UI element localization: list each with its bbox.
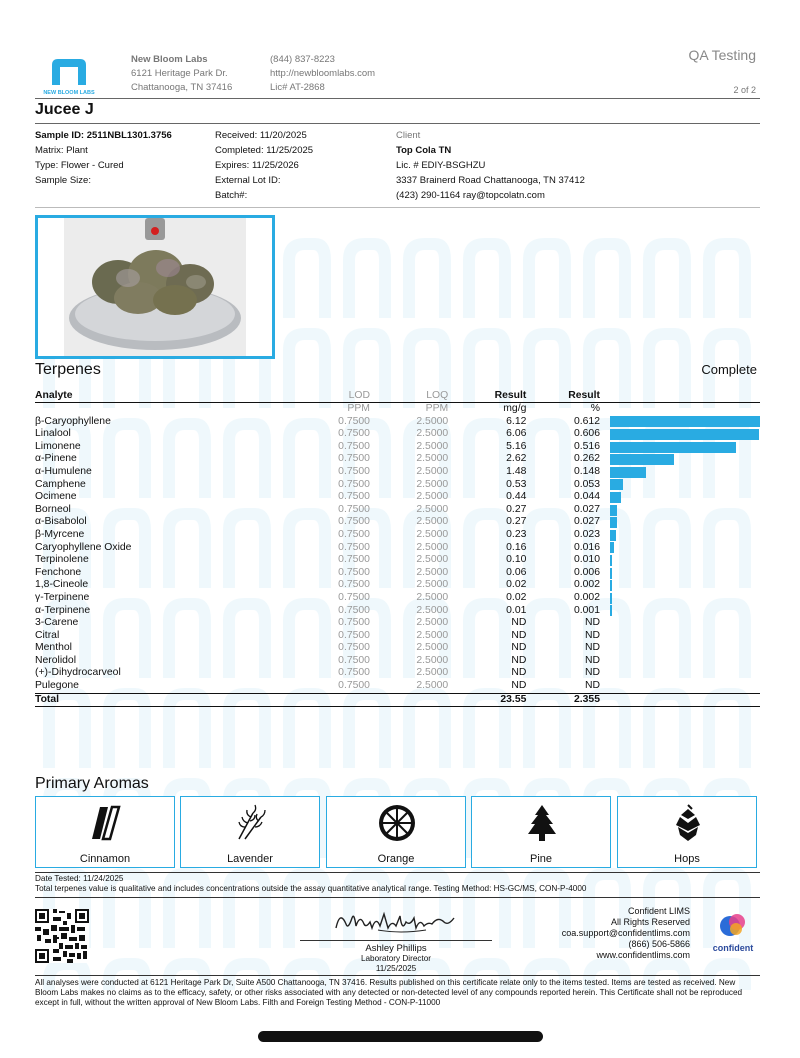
analyte-cell: Linalool bbox=[35, 428, 71, 440]
bar-cell bbox=[600, 667, 760, 680]
loq-cell: 2.5000 bbox=[416, 604, 449, 616]
result-pct-cell: 0.001 bbox=[573, 604, 600, 616]
bar-cell bbox=[600, 579, 760, 592]
analyte-cell: 3-Carene bbox=[35, 617, 79, 629]
analyte-cell: Nerolidol bbox=[35, 654, 77, 666]
lod-cell: 0.7500 bbox=[338, 465, 370, 477]
sample-name: Jucee J bbox=[35, 101, 94, 118]
result-bar bbox=[610, 580, 612, 591]
lod-cell: 0.7500 bbox=[338, 415, 370, 427]
lod-cell: 0.7500 bbox=[338, 642, 370, 654]
result-mg-cell: 2.62 bbox=[506, 453, 527, 465]
loq-cell: 2.5000 bbox=[416, 453, 449, 465]
result-bar bbox=[610, 593, 612, 604]
total-mg: 23.55 bbox=[448, 693, 526, 707]
result-pct-cell: 0.027 bbox=[573, 503, 600, 515]
analyte-cell: Fenchone bbox=[35, 566, 82, 578]
result-mg-cell: 1.48 bbox=[506, 465, 527, 477]
lod-cell: 0.7500 bbox=[338, 491, 370, 503]
result-mg-cell: 0.23 bbox=[506, 528, 527, 540]
sample-id: 2511NBL1301.3756 bbox=[86, 130, 172, 141]
received-date: Received: 11/20/2025 bbox=[215, 130, 307, 141]
disclaimer bbox=[35, 978, 760, 1008]
aroma-card-pine bbox=[471, 796, 611, 868]
result-mg-cell: 0.02 bbox=[506, 579, 527, 591]
terpene-row bbox=[35, 667, 760, 680]
lims-email[interactable]: coa.support@confidentlims.com bbox=[561, 928, 690, 938]
analyte-cell: β-Myrcene bbox=[35, 528, 85, 540]
loq-cell: 2.5000 bbox=[416, 579, 449, 591]
bar-cell bbox=[600, 441, 760, 454]
lod-unit: PPM bbox=[347, 403, 370, 414]
result-pct-cell: 0.006 bbox=[573, 566, 600, 578]
aroma-card-cinnamon bbox=[35, 796, 175, 868]
bar-cell bbox=[600, 680, 760, 693]
header-divider bbox=[35, 98, 760, 99]
terpene-row bbox=[35, 504, 760, 517]
result-bar bbox=[610, 467, 646, 478]
units-row bbox=[35, 403, 760, 416]
loq-header: LOQ bbox=[370, 389, 448, 403]
result-mg-cell: 0.53 bbox=[506, 478, 527, 490]
lab-contact bbox=[270, 53, 375, 95]
bar-cell bbox=[600, 592, 760, 605]
bar-cell bbox=[600, 516, 760, 529]
result-mg-header: Result bbox=[448, 389, 526, 403]
loq-cell: 2.5000 bbox=[416, 440, 449, 452]
lims-info bbox=[562, 906, 690, 961]
analyte-cell: (+)-Dihydrocarveol bbox=[35, 667, 121, 679]
sample-photo-image bbox=[38, 218, 272, 356]
analyte-cell: Limonene bbox=[35, 440, 81, 452]
result-mg-cell: ND bbox=[511, 680, 527, 692]
analyte-cell: Camphene bbox=[35, 478, 86, 490]
orange-icon bbox=[377, 803, 417, 843]
loq-cell: 2.5000 bbox=[416, 642, 449, 654]
terpene-row bbox=[35, 529, 760, 542]
confident-logo-icon bbox=[718, 912, 748, 938]
lab-address-line2: Chattanooga, TN 37416 bbox=[131, 82, 233, 93]
terpene-row bbox=[35, 617, 760, 630]
result-pct-cell: 0.516 bbox=[573, 440, 600, 452]
loq-cell: 2.5000 bbox=[416, 629, 449, 641]
total-lod bbox=[244, 693, 370, 707]
result-mg-cell: 0.06 bbox=[506, 566, 527, 578]
result-mg-cell: 6.06 bbox=[506, 428, 527, 440]
result-bar bbox=[610, 492, 621, 503]
result-mg-cell: 0.16 bbox=[506, 541, 527, 553]
lod-cell: 0.7500 bbox=[338, 579, 370, 591]
bar-header bbox=[600, 389, 760, 403]
result-mg-unit: mg/g bbox=[503, 403, 527, 414]
doc-type: QA Testing bbox=[688, 47, 756, 63]
result-pct-cell: ND bbox=[584, 642, 600, 654]
confident-logo bbox=[705, 912, 761, 958]
bar-cell bbox=[600, 466, 760, 479]
sample-id-label: Sample ID: bbox=[35, 130, 85, 141]
result-bar bbox=[610, 505, 617, 516]
result-bar bbox=[610, 605, 612, 616]
result-bar bbox=[610, 429, 759, 440]
bar-cell bbox=[600, 491, 760, 504]
hops-icon bbox=[668, 803, 708, 843]
result-bar bbox=[610, 454, 674, 465]
lod-cell: 0.7500 bbox=[338, 654, 370, 666]
external-lot-id: External Lot ID: bbox=[215, 175, 281, 186]
bar-cell bbox=[600, 428, 760, 441]
analyte-cell: 1,8-Cineole bbox=[35, 579, 89, 591]
result-pct-cell: ND bbox=[584, 667, 600, 679]
footer-top-divider bbox=[35, 897, 760, 898]
total-loq bbox=[370, 693, 448, 707]
lod-cell: 0.7500 bbox=[338, 591, 370, 603]
analyte-cell: α-Terpinene bbox=[35, 604, 91, 616]
terpene-row bbox=[35, 592, 760, 605]
lod-cell: 0.7500 bbox=[338, 503, 370, 515]
notes bbox=[35, 874, 760, 894]
terpene-row bbox=[35, 479, 760, 492]
lod-cell: 0.7500 bbox=[338, 478, 370, 490]
testing-method-note: Total terpenes value is qualitative and includes concentrations outside the assay quantitative analytical range. Testing Method: HS-GC/MS, CON-P-4000 bbox=[35, 884, 587, 893]
bar-cell bbox=[600, 554, 760, 567]
result-mg-cell: ND bbox=[511, 642, 527, 654]
result-pct-cell: 0.002 bbox=[573, 591, 600, 603]
result-mg-cell: ND bbox=[511, 629, 527, 641]
lod-cell: 0.7500 bbox=[338, 541, 370, 553]
result-mg-cell: 0.44 bbox=[506, 491, 527, 503]
terpenes-title: Terpenes bbox=[35, 361, 101, 378]
terpene-row bbox=[35, 441, 760, 454]
terpene-row bbox=[35, 605, 760, 618]
result-pct-cell: 0.027 bbox=[573, 516, 600, 528]
loq-cell: 2.5000 bbox=[416, 478, 449, 490]
result-bar bbox=[610, 416, 760, 427]
home-indicator[interactable] bbox=[258, 1031, 543, 1042]
aromas-title: Primary Aromas bbox=[35, 775, 149, 792]
disclaimer-divider bbox=[35, 975, 760, 976]
loq-cell: 2.5000 bbox=[416, 654, 449, 666]
signatory-title: Laboratory Director bbox=[360, 954, 432, 963]
bar-cell bbox=[600, 567, 760, 580]
aroma-name: Hops bbox=[674, 853, 700, 865]
client-info bbox=[396, 128, 585, 203]
terpene-row bbox=[35, 542, 760, 555]
loq-cell: 2.5000 bbox=[416, 428, 449, 440]
total-row bbox=[35, 693, 760, 707]
disclaimer-text: All analyses were conducted at 6121 Heritage Park Dr, Suite A500 Chattanooga, TN 37416. Results published on this certificate relate only to the items tested. Items are tested as received. New Bloom Labs makes no claims as to the efficacy, safety, or other risks associated with any detected or non-detected level of any compounds reported herein. This Certificate shall not be reproduced except in full, without the written approval of New Bloom Labs. Filth and Foreign Testing Method - CON-P-11000 bbox=[35, 978, 743, 1007]
analyte-cell: Pulegone bbox=[35, 680, 79, 692]
result-pct-cell: ND bbox=[584, 617, 600, 629]
lod-cell: 0.7500 bbox=[338, 617, 370, 629]
loq-cell: 2.5000 bbox=[416, 591, 449, 603]
result-pct-cell: 0.053 bbox=[573, 478, 600, 490]
lims-website[interactable]: www.confidentlims.com bbox=[596, 950, 690, 960]
result-pct-cell: 0.606 bbox=[573, 428, 600, 440]
result-mg-cell: ND bbox=[511, 667, 527, 679]
lims-rights: All Rights Reserved bbox=[610, 917, 690, 927]
result-pct-cell: 0.016 bbox=[573, 541, 600, 553]
terpene-row bbox=[35, 428, 760, 441]
result-bar bbox=[610, 555, 612, 566]
loq-cell: 2.5000 bbox=[416, 516, 449, 528]
sample-details bbox=[35, 128, 172, 188]
terpene-row bbox=[35, 416, 760, 429]
aroma-name: Lavender bbox=[227, 853, 273, 865]
lab-license: Lic# AT-2868 bbox=[270, 82, 325, 93]
lab-name: New Bloom Labs bbox=[131, 54, 208, 65]
terpene-row bbox=[35, 491, 760, 504]
terpene-row bbox=[35, 579, 760, 592]
confident-logo-text: confident bbox=[712, 943, 754, 953]
bar-cell bbox=[600, 605, 760, 618]
result-bar bbox=[610, 517, 617, 528]
result-pct-cell: 0.010 bbox=[573, 554, 600, 566]
result-mg-cell: 0.10 bbox=[506, 554, 527, 566]
sample-type: Type: Flower - Cured bbox=[35, 160, 124, 171]
result-bar bbox=[610, 442, 736, 453]
result-bar bbox=[610, 542, 614, 553]
bar-cell bbox=[600, 655, 760, 668]
result-mg-cell: ND bbox=[511, 617, 527, 629]
result-bar bbox=[610, 568, 612, 579]
terpene-row bbox=[35, 466, 760, 479]
loq-cell: 2.5000 bbox=[416, 566, 449, 578]
result-mg-cell: 5.16 bbox=[506, 440, 527, 452]
terpenes-table bbox=[35, 389, 760, 707]
date-tested: Date Tested: 11/24/2025 bbox=[35, 874, 124, 883]
lavender-icon bbox=[231, 803, 271, 843]
lod-header: LOD bbox=[244, 389, 370, 403]
bar-cell bbox=[600, 617, 760, 630]
signature-line bbox=[300, 940, 492, 941]
lod-cell: 0.7500 bbox=[338, 629, 370, 641]
bar-cell bbox=[600, 542, 760, 555]
loq-unit: PPM bbox=[425, 403, 449, 414]
sample-matrix: Matrix: Plant bbox=[35, 145, 88, 156]
pine-icon bbox=[522, 803, 562, 843]
result-pct-cell: 0.612 bbox=[573, 415, 600, 427]
signatory-name: Ashley Phillips bbox=[365, 943, 427, 954]
cinnamon-icon bbox=[86, 803, 126, 843]
result-pct-header: Result bbox=[526, 389, 600, 403]
lod-cell: 0.7500 bbox=[338, 566, 370, 578]
qr-code-icon bbox=[35, 909, 89, 963]
analyte-cell: Citral bbox=[35, 629, 60, 641]
bar-cell bbox=[600, 416, 760, 429]
result-pct-cell: ND bbox=[584, 680, 600, 692]
analyte-cell: Caryophyllene Oxide bbox=[35, 541, 132, 553]
terpene-row bbox=[35, 516, 760, 529]
result-bar bbox=[610, 479, 623, 490]
analyte-cell: Ocimene bbox=[35, 491, 77, 503]
new-bloom-labs-logo bbox=[40, 55, 100, 95]
analyte-cell: γ-Terpinene bbox=[35, 591, 90, 603]
terpene-row bbox=[35, 630, 760, 643]
terpene-row bbox=[35, 453, 760, 466]
lab-phone: (844) 837-8223 bbox=[270, 54, 335, 65]
result-mg-cell: 6.12 bbox=[506, 415, 527, 427]
result-pct-cell: 0.023 bbox=[573, 528, 600, 540]
completed-date: Completed: 11/25/2025 bbox=[215, 145, 314, 156]
title-divider bbox=[35, 123, 760, 124]
lod-cell: 0.7500 bbox=[338, 440, 370, 452]
loq-cell: 2.5000 bbox=[416, 491, 449, 503]
lab-logo-icon bbox=[40, 55, 100, 97]
bar-cell bbox=[600, 453, 760, 466]
result-pct-cell: 0.044 bbox=[573, 491, 600, 503]
notes-divider bbox=[35, 872, 760, 873]
lod-cell: 0.7500 bbox=[338, 667, 370, 679]
result-pct-cell: ND bbox=[584, 654, 600, 666]
sample-photo bbox=[35, 215, 275, 359]
lod-cell: 0.7500 bbox=[338, 554, 370, 566]
terpene-row bbox=[35, 642, 760, 655]
bar-cell bbox=[600, 504, 760, 517]
lod-cell: 0.7500 bbox=[338, 428, 370, 440]
page-number: 2 of 2 bbox=[733, 85, 756, 95]
client-contact: (423) 290-1164 ray@topcolatn.com bbox=[396, 190, 545, 201]
aroma-name: Orange bbox=[377, 853, 415, 865]
lab-address-line1: 6121 Heritage Park Dr. bbox=[131, 68, 228, 79]
loq-cell: 2.5000 bbox=[416, 415, 449, 427]
lod-cell: 0.7500 bbox=[338, 680, 370, 692]
lod-cell: 0.7500 bbox=[338, 516, 370, 528]
analyte-cell: α-Pinene bbox=[35, 453, 77, 465]
total-pct: 2.355 bbox=[526, 693, 600, 707]
terpenes-status: Complete bbox=[701, 362, 757, 377]
meta-divider bbox=[35, 207, 760, 208]
result-mg-cell: 0.27 bbox=[506, 503, 527, 515]
analyte-header: Analyte bbox=[35, 389, 244, 403]
result-mg-cell: 0.27 bbox=[506, 516, 527, 528]
result-mg-cell: 0.01 bbox=[506, 604, 527, 616]
client-heading: Client bbox=[396, 130, 421, 141]
result-pct-unit: % bbox=[590, 403, 600, 414]
loq-cell: 2.5000 bbox=[416, 528, 449, 540]
client-address: 3337 Brainerd Road Chattanooga, TN 37412 bbox=[396, 175, 585, 186]
batch-number: Batch#: bbox=[215, 190, 248, 201]
client-license: Lic. # EDIY-BSGHZU bbox=[396, 160, 486, 171]
loq-cell: 2.5000 bbox=[416, 465, 449, 477]
result-pct-cell: 0.262 bbox=[573, 453, 600, 465]
lod-cell: 0.7500 bbox=[338, 453, 370, 465]
signature-date: 11/25/2025 bbox=[375, 964, 417, 973]
signatory bbox=[300, 943, 492, 974]
sample-size: Sample Size: bbox=[35, 175, 91, 186]
lab-info bbox=[131, 53, 232, 95]
total-bar bbox=[600, 693, 760, 707]
aroma-name: Cinnamon bbox=[79, 853, 131, 865]
terpene-row bbox=[35, 655, 760, 668]
loq-cell: 2.5000 bbox=[416, 617, 449, 629]
analyte-cell: α-Bisabolol bbox=[35, 516, 87, 528]
aroma-card-orange bbox=[326, 796, 466, 868]
terpenes-header-row bbox=[35, 389, 760, 403]
bar-cell bbox=[600, 529, 760, 542]
analyte-cell: Borneol bbox=[35, 503, 71, 515]
analyte-cell: β-Caryophyllene bbox=[35, 415, 111, 427]
expires-date: Expires: 11/25/2026 bbox=[215, 160, 299, 171]
result-mg-cell: ND bbox=[511, 654, 527, 666]
analyte-cell: α-Humulene bbox=[35, 465, 92, 477]
lod-cell: 0.7500 bbox=[338, 528, 370, 540]
lims-name: Confident LIMS bbox=[627, 906, 690, 916]
result-pct-cell: 0.148 bbox=[573, 465, 600, 477]
total-label: Total bbox=[35, 693, 244, 707]
svg-text:NEW BLOOM LABS: NEW BLOOM LABS bbox=[43, 90, 95, 96]
loq-cell: 2.5000 bbox=[416, 554, 449, 566]
analyte-cell: Terpinolene bbox=[35, 554, 89, 566]
sample-dates bbox=[215, 128, 313, 203]
aroma-card-lavender bbox=[180, 796, 320, 868]
lims-phone: (866) 506-5866 bbox=[628, 939, 690, 949]
lod-cell: 0.7500 bbox=[338, 604, 370, 616]
result-pct-cell: ND bbox=[584, 629, 600, 641]
result-mg-cell: 0.02 bbox=[506, 591, 527, 603]
bar-cell bbox=[600, 630, 760, 643]
result-bar bbox=[610, 530, 616, 541]
terpene-row bbox=[35, 554, 760, 567]
loq-cell: 2.5000 bbox=[416, 667, 449, 679]
loq-cell: 2.5000 bbox=[416, 680, 449, 692]
result-pct-cell: 0.002 bbox=[573, 579, 600, 591]
terpene-row bbox=[35, 680, 760, 693]
signature-image bbox=[330, 904, 460, 938]
sample-id-row bbox=[35, 128, 172, 143]
aroma-card-hops bbox=[617, 796, 757, 868]
client-name: Top Cola TN bbox=[396, 145, 452, 156]
bar-cell bbox=[600, 479, 760, 492]
loq-cell: 2.5000 bbox=[416, 541, 449, 553]
bar-cell bbox=[600, 642, 760, 655]
loq-cell: 2.5000 bbox=[416, 503, 449, 515]
analyte-cell: Menthol bbox=[35, 642, 72, 654]
aroma-name: Pine bbox=[529, 853, 553, 865]
terpene-row bbox=[35, 567, 760, 580]
lab-website[interactable]: http://newbloomlabs.com bbox=[270, 68, 376, 79]
